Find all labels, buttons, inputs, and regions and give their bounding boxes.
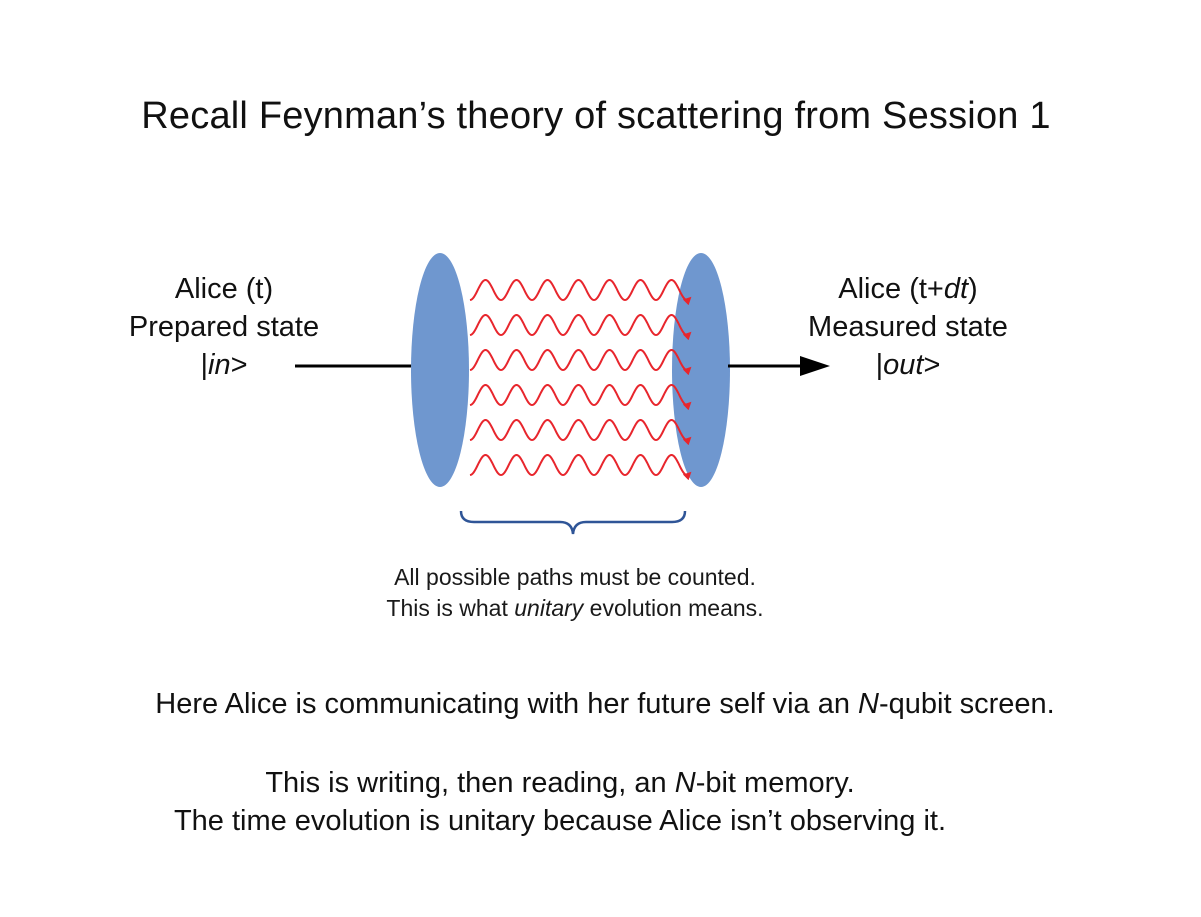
unitary-line: The time evolution is unitary because Alice isn’t observing it. [173,805,947,837]
measured-state-label [808,270,1008,384]
right-screen-ellipse [672,253,730,487]
measured-state-text: Measured state [808,311,1008,343]
path-waves [470,280,690,475]
paths-caption [386,562,763,624]
prepared-state-text: Prepared state [128,311,320,343]
memory-paragraph [174,764,946,840]
caption-line-1: All possible paths must be counted. [394,564,756,590]
wave-path [470,455,690,475]
in-ket: |in> [200,349,248,381]
wave-path [470,350,690,370]
memory-line: This is writing, then reading, an N-bit memory. [265,767,855,799]
communication-paragraph: Here Alice is communicating with her future self via an N-qubit screen. [155,688,1055,720]
left-screen-ellipse [411,253,469,487]
wave-path [470,385,690,405]
out-ket: |out> [875,349,941,381]
alice-t-dt-label: Alice (t+dt) [838,273,978,305]
curly-brace [461,511,685,534]
wave-path [470,280,690,300]
prepared-state-label [129,270,319,384]
wave-path [470,315,690,335]
wave-path [470,420,690,440]
slide-title: Recall Feynman’s theory of scattering from Session 1 [141,95,1051,137]
caption-line-2: This is what unitary evolution means. [386,595,764,621]
alice-t-label: Alice (t) [174,273,274,305]
